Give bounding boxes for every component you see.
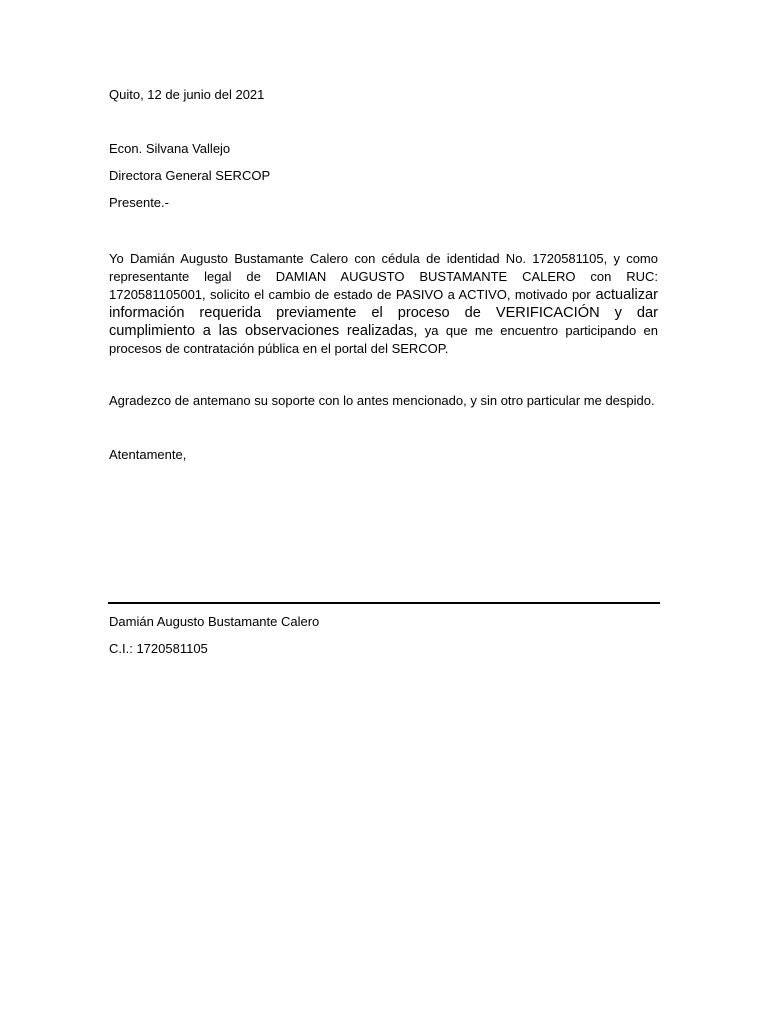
body-text-part3: ya que me encuentro participando en procesos de contratación pública en el portal del SERCOP. [109, 323, 658, 356]
letter-date: Quito, 12 de junio del 2021 [109, 87, 265, 102]
signature-line [108, 602, 660, 604]
recipient-title: Directora General SERCOP [109, 168, 271, 183]
thanks-line: Agradezco de antemano su soporte con lo antes mencionado, y sin otro particular me despido. [109, 393, 655, 408]
signer-id: C.I.: 1720581105 [109, 641, 208, 656]
recipient-name: Econ. Silvana Vallejo [109, 141, 231, 156]
closing-line: Atentamente, [109, 447, 187, 462]
signer-name: Damián Augusto Bustamante Calero [109, 614, 320, 629]
body-text-part2: actualizar información requerida previamente el proceso de VERIFICACIÓN y dar cumplimiento a las observaciones realizadas, [109, 287, 658, 339]
salutation: Presente.- [109, 195, 169, 210]
body-paragraph [109, 250, 658, 358]
body-text-part1: Yo Damián Augusto Bustamante Calero con cédula de identidad No. 1720581105, y como representante legal de DAMIAN AUGUSTO BUSTAMANTE CALERO con RUC: 1720581105001, solicito el cambio de estado de PASIVO a ACTIVO, motivado por [109, 251, 658, 302]
